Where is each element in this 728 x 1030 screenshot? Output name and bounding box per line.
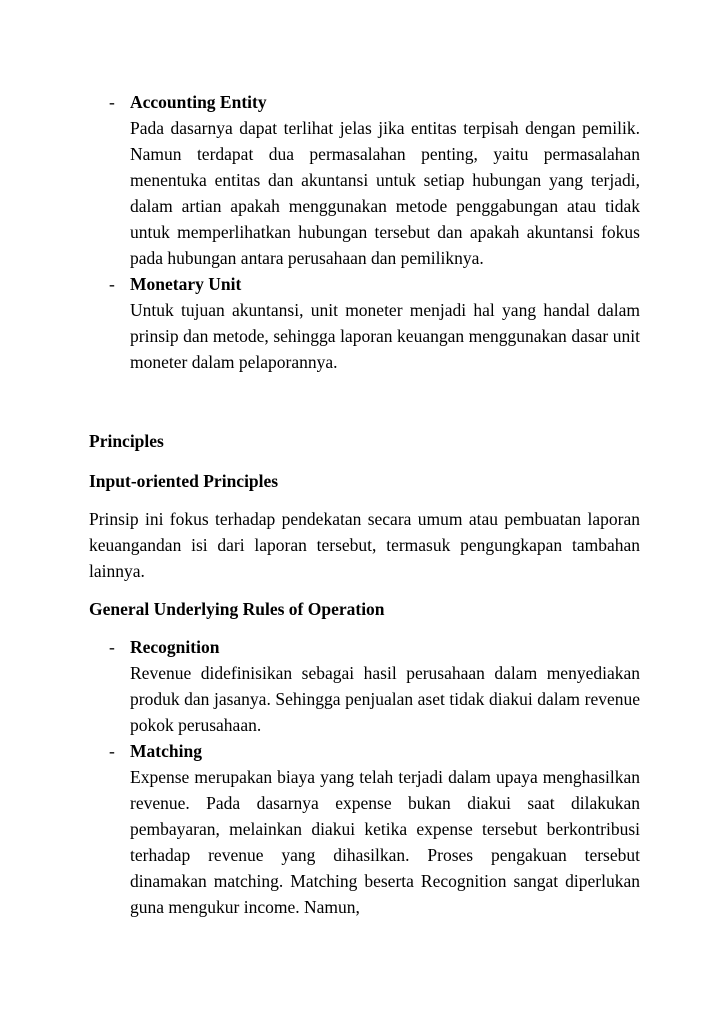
heading-principles: Principles xyxy=(89,431,164,451)
list-item-accounting-entity xyxy=(89,89,640,271)
bullet-dash: - xyxy=(109,92,115,112)
assumptions-list xyxy=(89,89,640,375)
page-content xyxy=(89,89,640,920)
item-title-accounting-entity: Accounting Entity xyxy=(130,92,267,112)
section-spacer xyxy=(89,375,640,428)
item-text-recognition: Revenue didefinisikan sebagai hasil perusahaan dalam menyediakan produk dan jasanya. Sehingga penjualan aset tidak diakui dalam revenue pokok perusahaan. xyxy=(130,663,640,735)
list-item-matching xyxy=(89,738,640,920)
item-title-matching: Matching xyxy=(130,741,202,761)
list-item-recognition xyxy=(89,634,640,738)
item-text-monetary-unit: Untuk tujuan akuntansi, unit moneter menjadi hal yang handal dalam prinsip dan metode, sehingga laporan keuangan menggunakan dasar unit moneter dalam pelaporannya. xyxy=(130,300,640,372)
item-text-matching: Expense merupakan biaya yang telah terjadi dalam upaya menghasilkan revenue. Pada dasarnya expense bukan diakui saat dilakukan pembayaran, melainkan diakui ketika expense tersebut berkontribusi terhadap revenue yang dihasilkan. Proses pengakuan tersebut dinamakan matching. Matching beserta Recognition sangat diperlukan guna mengukur income. Namun, xyxy=(130,767,640,917)
item-title-monetary-unit: Monetary Unit xyxy=(130,274,242,294)
heading-input-oriented-principles: Input-oriented Principles xyxy=(89,471,279,491)
rules-list xyxy=(89,634,640,920)
list-item-monetary-unit xyxy=(89,271,640,375)
bullet-dash: - xyxy=(109,741,115,761)
bullet-dash: - xyxy=(109,274,115,294)
paragraph-input-oriented: Prinsip ini fokus terhadap pendekatan secara umum atau pembuatan laporan keuangandan isi dari laporan tersebut, termasuk pengungkapan tambahan lainnya. xyxy=(89,509,640,581)
bullet-dash: - xyxy=(109,637,115,657)
item-title-recognition: Recognition xyxy=(130,637,220,657)
heading-general-underlying-rules: General Underlying Rules of Operation xyxy=(89,599,385,619)
item-text-accounting-entity: Pada dasarnya dapat terlihat jelas jika entitas terpisah dengan pemilik. Namun terdapat dua permasalahan penting, yaitu permasalahan menentuka entitas dan akuntansi untuk setiap hubungan yang terjadi, dalam artian apakah menggunakan metode penggabungan atau tidak untuk memperlihatkan hubungan tersebut dan apakah akuntansi fokus pada hubungan antara perusahaan dan pemiliknya. xyxy=(130,118,640,268)
